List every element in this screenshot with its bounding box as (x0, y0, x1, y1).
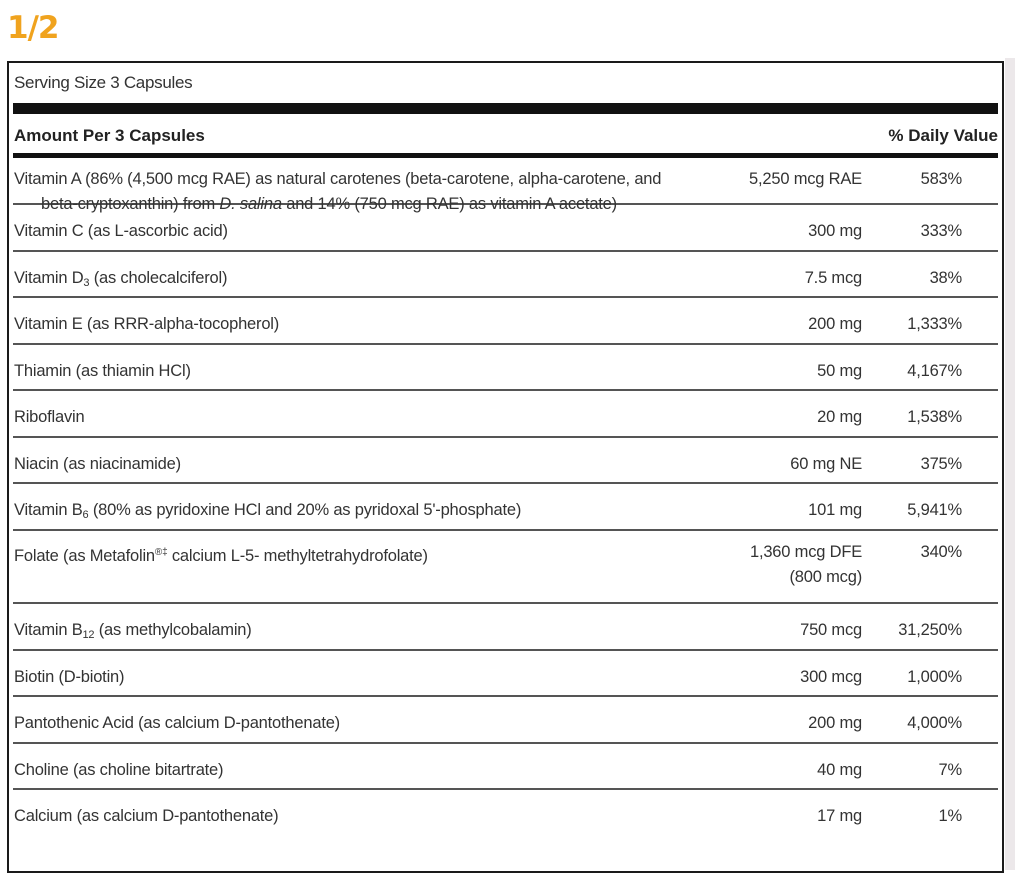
table-row (13, 438, 998, 484)
nutrient-name: Vitamin C (as L-ascorbic acid) (14, 222, 228, 240)
table-row (13, 252, 998, 298)
table-row (13, 531, 998, 604)
daily-value-header: % Daily Value (888, 126, 998, 145)
nutrient-name: Calcium (as calcium D-pantothenate) (14, 807, 279, 825)
nutrient-name: Riboflavin (14, 408, 85, 426)
nutrient-name: Thiamin (as thiamin HCl) (14, 362, 191, 380)
nutrient-name: Niacin (as niacinamide) (14, 455, 181, 473)
scroll-gutter (1005, 58, 1015, 870)
thick-divider (13, 103, 998, 114)
nutrient-daily-value: 340% (920, 543, 962, 561)
nutrient-daily-value: 31,250% (898, 621, 962, 639)
nutrient-amount: 300 mg (808, 222, 862, 240)
page-indicator: 1/2 (7, 10, 59, 46)
nutrient-daily-value: 333% (920, 222, 962, 240)
serving-size: Serving Size 3 Capsules (14, 73, 193, 92)
nutrient-amount: 7.5 mcg (804, 269, 862, 287)
table-row (13, 651, 998, 697)
table-row (13, 604, 998, 651)
nutrient-daily-value: 7% (938, 761, 962, 779)
nutrient-amount: 1,360 mcg DFE (800 mcg) (749, 543, 862, 586)
nutrient-amount: 300 mcg (800, 668, 862, 686)
nutrient-daily-value: 375% (920, 455, 962, 473)
table-row (13, 790, 998, 837)
nutrient-daily-value: 1,000% (907, 668, 962, 686)
nutrient-daily-value: 583% (920, 170, 962, 188)
nutrient-name: Folate (as Metafolin®‡ calcium L-5- methyltetrahydrofolate) (14, 547, 428, 565)
nutrient-daily-value: 38% (929, 269, 962, 287)
nutrient-amount: 50 mg (817, 362, 862, 380)
nutrient-amount: 200 mg (808, 714, 862, 732)
nutrient-name: Vitamin $D_3$ (as cholecalciferol) (14, 269, 228, 289)
nutrient-amount: 200 mg (808, 315, 862, 333)
nutrient-amount: 101 mg (808, 501, 862, 519)
table-row (13, 697, 998, 744)
nutrient-name: Pantothenic Acid (as calcium D-pantothenate) (14, 714, 340, 732)
nutrient-name: Biotin (D-biotin) (14, 668, 125, 686)
nutrient-name: Vitamin A (86% (4,500 mcg RAE) as natural carotenes (beta-carotene, alpha-carotene, and beta-cryptoxanthin) from D. salina and 14% (750 mcg RAE) as vitamin A acetate) (14, 170, 662, 213)
table-header (13, 114, 998, 158)
nutrient-amount: 5,250 mcg RAE (749, 170, 862, 188)
supplement-facts-panel (7, 61, 1004, 873)
nutrient-amount: 750 mcg (800, 621, 862, 639)
nutrient-daily-value: 5,941% (907, 501, 962, 519)
table-row (13, 391, 998, 438)
table-row (13, 345, 998, 391)
nutrient-daily-value: 4,000% (907, 714, 962, 732)
nutrient-amount: 20 mg (817, 408, 862, 426)
nutrient-daily-value: 1,333% (907, 315, 962, 333)
table-row (13, 298, 998, 345)
amount-per-header: Amount Per 3 Capsules (14, 126, 205, 145)
nutrient-daily-value: 1,538% (907, 408, 962, 426)
table-row (13, 205, 998, 252)
nutrient-amount: 60 mg NE (790, 455, 862, 473)
table-row (13, 484, 998, 531)
nutrient-amount: 17 mg (817, 807, 862, 825)
nutrient-amount: 40 mg (817, 761, 862, 779)
nutrient-daily-value: 1% (938, 807, 962, 825)
nutrient-name: Vitamin $B_6$ (80% as pyridoxine HCl and 20% as pyridoxal 5'-phosphate) (14, 501, 522, 521)
table-row (13, 158, 998, 213)
nutrient-daily-value: 4,167% (907, 362, 962, 380)
nutrient-name: Choline (as choline bitartrate) (14, 761, 224, 779)
table-row (13, 744, 998, 790)
nutrient-name: Vitamin $B_{12}$ (as methylcobalamin) (14, 621, 252, 641)
nutrient-name: Vitamin E (as RRR-alpha-tocopherol) (14, 315, 280, 333)
nutrient-table (13, 158, 998, 837)
